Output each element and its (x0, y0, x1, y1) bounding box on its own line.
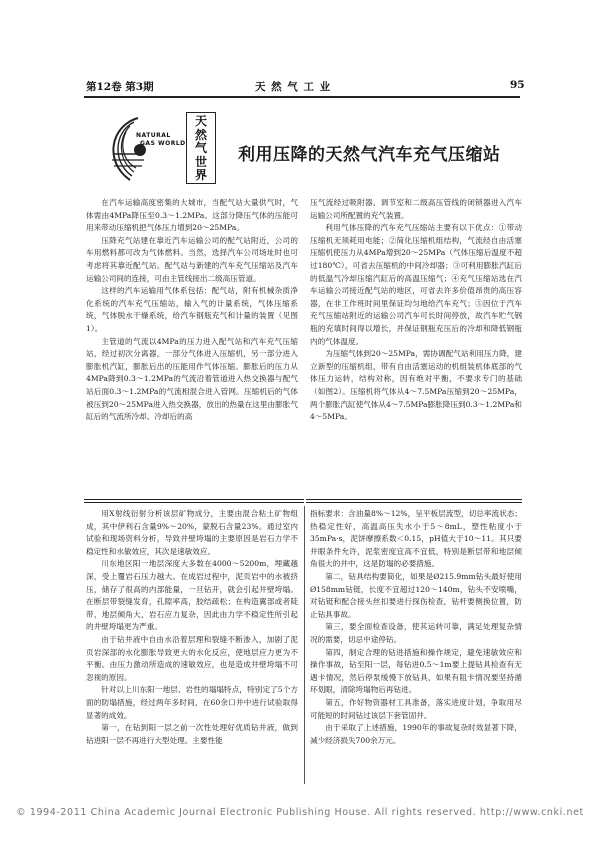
paragraph: 压气流经过吸附器、调节室和二级高压管线的闭锁器进入汽车运输公司所配置的充气装置。 (310, 198, 522, 220)
paragraph: 由于钻井液中自由水沿着层理和裂缝不断渗入，加剧了泥页岩深部的水化膨胀导致更大的水化反应，使地层应力更为不平衡。由压力激动所造成的速敏效应，也是造成井壁垮塌不可忽视的原因。 (86, 634, 298, 682)
lower-column-left (86, 508, 298, 784)
header-journal-name: 天 然 气 工 业 (255, 81, 332, 93)
logo-english-line2: GAS WORLD (140, 140, 186, 147)
paragraph: 第一，在钻到阳一层之前一次性处理好优质钻井液，做到钻进阳一层不再进行大型处理。主要性能 (86, 723, 298, 745)
section-divider-right-double (306, 502, 522, 503)
header-volume-issue: 第12卷 第3期 (86, 81, 154, 93)
paragraph: 这样的汽车运输用气体系包括：配气站，附有机械杂质净化系统的汽车充气压缩站，输入气的计量系统，气体压缩系统，气体脱水干燥系统，给汽车钢瓶充气和计量的装置（见图1）。 (86, 286, 298, 333)
paragraph: 针对以上川东阳一地层、岩性的塌塌特点，特别定了5个方面的防塌措施，经过两年多时间，在60余口井中进行试验取得显著的成效。 (86, 685, 298, 720)
article-title: 利用压降的天然气汽车充气压缩站 (238, 145, 501, 165)
paragraph: 利用气体压降的汽车充气压缩站主要有以下优点：①带动压缩机无须耗用电能；②简化压缩机组结构，气流经自由活塞压缩机使压力从4MPa增到20～25MPa（气体压缩后温度不超过180℃），可省去压缩机的中间冷却器；③可利用膨胀汽缸后的低温气冷却压缩汽缸后的高温压缩气；④充气压缩站选在汽车运输公司接近配气站的地区，可省去许多价值昂贵的高压容器，在非工作班时间里保证均匀地给汽车充气；⑤因位于汽车充气压缩站附近的运输公司汽车可长时间停放，故汽车贮气钢瓶的充填时间得以增长，并保证钢瓶充压后的冷却和降低钢瓶内的气体温度。 (310, 223, 522, 346)
logo-char: 界 (194, 168, 207, 182)
header-rule (84, 96, 520, 98)
column-divider (304, 506, 305, 784)
copyright-footer: © 1994-2011 China Academic Journal Electronic Publishing House. All rights reserved. http://www.cnki.net (16, 807, 584, 818)
logo-char: 然 (194, 127, 207, 142)
paragraph: 由于采取了上述措施，1990年的事故复杂时效显著下降，减少经济损失700余万元。 (310, 723, 522, 745)
lower-column-right (310, 508, 522, 784)
header-page-number: 95 (510, 79, 525, 91)
paragraph: 主管道的气流以4MPa的压力进入配气站和汽车充气压缩站，经过初次分离器，一部分气体进入压缩机，另一部分进入膨胀机汽缸，膨胀后出的压能用作气体压缩。膨胀后的压力从4MPa降到0.3～1.2MPa的气流沿着管道进入热交换器与配气站后面0.3～1.2MPa的气流相混合进入管网。压缩机后的气体被压到20～25MPa进入热交换器，放出的热量在这里由膨胀气缸后的气流所冷却。冷却后的高 (86, 336, 298, 422)
logo-char: 天 (194, 114, 207, 128)
paragraph: 用X射线衍射分析该层矿物成分，主要由混合粘土矿物组成，其中伊利石含量9%～20%，蒙脱石含量23%。通过室内试验和现场资料分析，导致井壁垮塌的主要原因是岩石力学不稳定性和水敏效应，其次是速敏效应。 (86, 509, 298, 556)
paragraph: 川东地区阳一地层深度大多数在4000～5200m，埋藏越深，受上覆岩石压力越大。在成岩过程中，泥页岩中的水被挤压，储存了很高的内部能量，一旦钻开，就会引起井壁垮塌。在断层带裂缝发育，孔隙率高，胶结疏松；在构造翼部或者陡带，地层倾角大，岩石应力复杂，因此由力学不稳定性所引起的井壁垮塌更为严重。 (86, 559, 298, 632)
paragraph: 在汽车运输高度密集的大城市，当配气站大量供气时，气体需由4MPa降压至0.3～1.2MPa。这部分降压气体的压能可用来带动压缩机把气体压力增到20～25MPa。 (86, 198, 298, 233)
section-divider-right (306, 499, 522, 500)
logo-chinese-box (186, 112, 216, 184)
logo-char: 气 (194, 141, 207, 155)
section-divider-left-double (84, 502, 304, 503)
paragraph: 第五，作好物资器材工具准备，落实进度计划，争取用尽可能短的时间钻过该层下套管固井。 (310, 697, 522, 720)
paragraph: 压降充气站建在靠近汽车运输公司的配气站附近，公司的车用燃料都可改为气体燃料。当然，选择汽车公司场址时也可考虑将其靠近配气站。配气站与新建的汽车充气压缩站及汽车运输公司间的连接，可由主管线接出二级高压管道。 (86, 235, 298, 283)
paragraph: 第四，制定合理的钻进措施和操作规定，避免速敏效应和操作事故，钻至阳一层，每钻进0.5～1m要上提钻具检查有无遇卡情况，然后停泵缓慢下放钻具，如果有阻卡情况要坚持循环划眼，清除垮塌物后再钻进。 (310, 647, 522, 695)
paragraph: 第三，要全面检查设备，使其运转可靠，满足处理复杂情况的需要，切忌中途停钻。 (310, 622, 522, 644)
paragraph: 为压缩气体到20～25MPa，需协调配气站利用压力降，建立新型的压缩机组，带有自由活塞运动的机组装机体底部的气体压力运转，结构对称，因有绝对平衡，不要求专门的基础（如图2）。压缩机将气体从4～7.5MPa压缩到20～25MPa，两个膨胀汽缸使气体从4～7.5MPa膨胀降压到0.3～1.2MPa和4～5MPa。 (310, 349, 522, 422)
article-column-left (86, 197, 298, 493)
paragraph: 指标要求：含油量8%～12%，呈平板层流型，切总率流状态；热稳定性好，高温高压失水小于5～8mL，塑性粘度小于35mPa·s，泥饼摩擦系数＜0.15，pH值大于10～11。其只要井眼条件允许，泥浆密度宜高不宜低，特别是断层带和地层倾角很大的井中，这是防塌的必要措施。 (310, 509, 522, 569)
logo-char: 世 (194, 154, 207, 169)
paragraph: 第二，钻具结构要简化，如果是Ø215.9mm钻头最好使用Ø158mm钻铤，长度不宜超过120～140m，钻头不安喷嘴，对钻铤和配合接头丝扣要进行探伤检查，钻杆要侧换位置，防止钻具事故。 (310, 571, 522, 619)
logo-english-line1: NATURAL (136, 132, 171, 139)
section-divider-left (84, 499, 304, 500)
natural-gas-world-logo (100, 110, 220, 188)
article-column-right (310, 197, 522, 493)
